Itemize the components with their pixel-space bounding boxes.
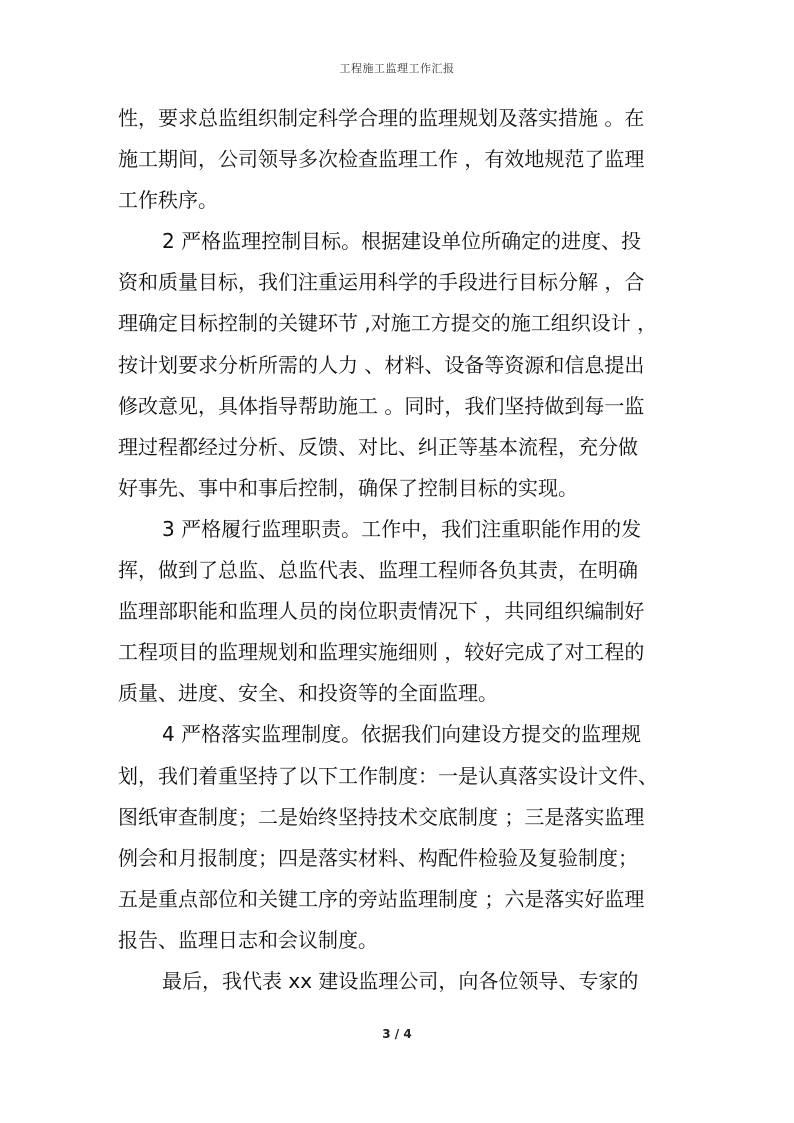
- text-line: 3 严格履行监理职责。工作中，我们注重职能作用的发: [162, 516, 642, 541]
- text-line: 2 严格监理控制目标。根据建设单位所确定的进度、投: [162, 229, 642, 254]
- page-number: 3 / 4: [382, 1027, 412, 1041]
- body-text: [118, 98, 693, 1002]
- text-line: 施工期间，公司领导多次检查监理工作 ，有效地规范了监理: [118, 147, 645, 172]
- text-line: 五是重点部位和关键工序的旁站监理制度 ；六是落实好监理: [118, 886, 645, 911]
- text-line: 修改意见，具体指导帮助施工 。同时，我们坚持做到每一监: [118, 393, 645, 418]
- text-line: 最后，我代表 xx 建设监理公司，向各位领导、专家的: [162, 968, 639, 993]
- text-line: 报告、监理日志和会议制度。: [118, 927, 378, 952]
- text-line: 工程项目的监理规划和监理实施细则 ，较好完成了对工程的: [118, 640, 645, 665]
- text-line: 性，要求总监组织制定科学合理的监理规划及落实措施 。在: [118, 106, 645, 130]
- text-line: 理过程都经过分析、反馈、对比、纠正等基本流程，充分做: [118, 434, 638, 459]
- text-line: 挥，做到了总监、总监代表、监理工程师各负其责，在明确: [118, 558, 638, 583]
- text-line: 按计划要求分析所需的人力 、材料、设备等资源和信息提出: [118, 352, 645, 377]
- text-line: 划，我们着重坚持了以下工作制度：一是认真落实设计文件、: [118, 763, 658, 788]
- text-line: 资和质量目标，我们注重运用科学的手段进行目标分解 ，合: [118, 270, 645, 295]
- text-line: 例会和月报制度；四是落实材料、构配件检验及复验制度；: [118, 845, 638, 870]
- text-line: 图纸审查制度；二是始终坚持技术交底制度 ；三是落实监理: [118, 804, 645, 829]
- text-line: 质量、进度、安全、和投资等的全面监理。: [118, 681, 498, 706]
- text-line: 理确定目标控制的关键环节 ,对施工方提交的施工组织设计 ，: [118, 311, 658, 336]
- text-line: 4 严格落实监理制度。依据我们向建设方提交的监理规: [162, 722, 642, 747]
- text-line: 好事先、事中和事后控制，确保了控制目标的实现。: [118, 475, 578, 500]
- text-line: 监理部职能和监理人员的岗位职责情况下 ，共同组织编制好: [118, 599, 645, 624]
- text-line: 工作秩序。: [118, 188, 218, 213]
- running-header: 工程施工监理工作汇报: [339, 62, 455, 75]
